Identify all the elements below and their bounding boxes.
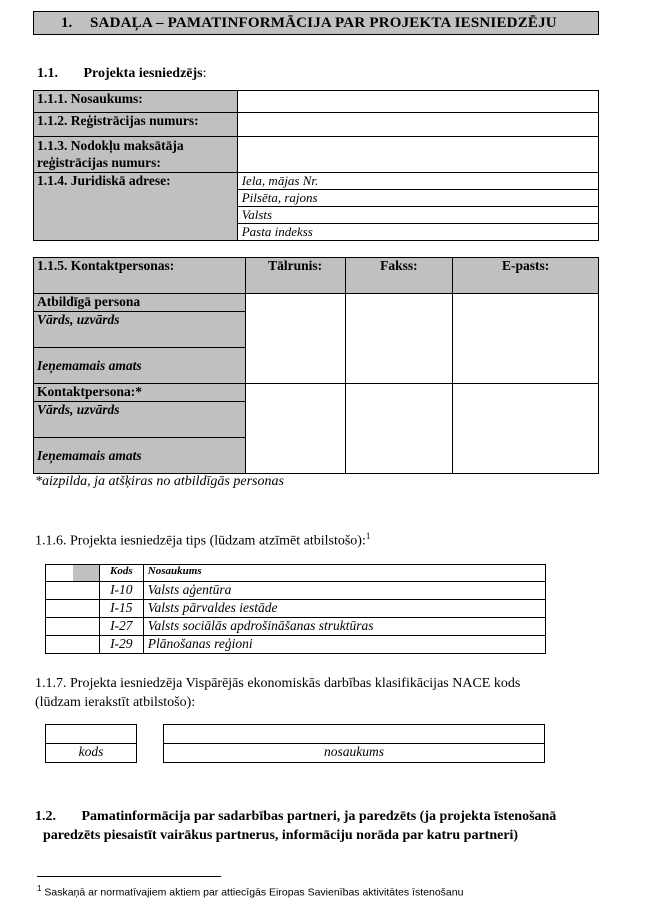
applicant-type-question [35, 531, 370, 550]
phone-column-header: Tālrunis: [245, 258, 345, 294]
name-column-header: Nosaukums [143, 565, 545, 582]
type-code: I-10 [99, 582, 143, 600]
responsible-email-input[interactable] [453, 294, 599, 384]
footnote [37, 884, 463, 899]
applicant-type-text: 1.1.6. Projekta iesniedzēja tips (lūdzam atzīmēt atbilstošo): [35, 533, 366, 549]
fax-column-header: Fakss: [345, 258, 453, 294]
type-header-shade [73, 565, 99, 582]
name-label: 1.1.1. Nosaukums: [34, 91, 238, 113]
reg-number-input[interactable] [237, 113, 598, 137]
address-street-field[interactable]: Iela, mājas Nr. [237, 173, 598, 190]
type-checkbox[interactable] [46, 618, 74, 636]
nace-code-box [45, 724, 137, 763]
partner-section-title [35, 807, 625, 845]
address-label: 1.1.4. Juridiskā adrese: [34, 173, 238, 241]
type-code: I-15 [99, 600, 143, 618]
type-name: Valsts aģentūra [143, 582, 545, 600]
contacts-table [33, 257, 599, 474]
contact-person-label: Kontaktpersona:* [34, 384, 246, 402]
code-column-header: Kods [99, 565, 143, 582]
address-country-field[interactable]: Valsts [237, 207, 598, 224]
type-name: Valsts pārvaldes iestāde [143, 600, 545, 618]
contact-name-field[interactable]: Vārds, uzvārds [34, 402, 246, 438]
applicant-table [33, 90, 599, 241]
subsection-title [37, 66, 207, 82]
footnote-divider [37, 876, 221, 877]
section-title: SADAĻA – PAMATINFORMĀCIJA PAR PROJEKTA IESNIEDZĒJU [90, 15, 557, 31]
subsection-colon: : [202, 66, 207, 81]
type-checkbox[interactable] [46, 636, 74, 654]
footnote-ref: 1 [365, 531, 371, 541]
nace-code-label: kods [46, 744, 137, 763]
subsection-number: 1.1. [37, 66, 58, 81]
subsection-label: Projekta iesniedzējs [83, 66, 203, 81]
contact-position-field[interactable]: Ieņemamais amats [34, 438, 246, 474]
responsible-phone-input[interactable] [245, 294, 345, 384]
footnote-text: Saskaņā ar normatīvajiem aktiem par attiecīgās Eiropas Savienības aktivitātes īstenošanu [44, 886, 464, 899]
applicant-type-table [45, 564, 546, 654]
type-checkbox-cell [73, 618, 99, 636]
tax-number-label [34, 137, 238, 173]
section-number: 1. [61, 15, 73, 31]
nace-question-line1: 1.1.7. Projekta iesniedzēja Vispārējās ekonomiskās darbības klasifikācijas NACE kods [35, 676, 521, 691]
tax-label-line2: reģistrācijas numurs: [37, 155, 161, 170]
partner-section-number: 1.2. [35, 809, 56, 824]
partner-section-line2: paredzēts piesaistīt vairākus partnerus, informāciju norāda par katru partneri) [43, 828, 519, 843]
section-header [33, 11, 599, 35]
footnote-mark: 1 [37, 884, 42, 893]
reg-number-label: 1.1.2. Reģistrācijas numurs: [34, 113, 238, 137]
partner-section-line1: Pamatinformācija par sadarbības partneri, ja paredzēts (ja projekta īstenošanā [81, 809, 557, 824]
nace-code-input[interactable] [46, 725, 137, 744]
email-column-header: E-pasts: [453, 258, 599, 294]
nace-question [35, 674, 520, 712]
responsible-person-label: Atbildīgā persona [34, 294, 246, 312]
type-name: Valsts sociālās apdrošināšanas struktūras [143, 618, 545, 636]
type-checkbox[interactable] [46, 582, 74, 600]
tax-label-line1: 1.1.3. Nodokļu maksātāja [37, 138, 184, 153]
nace-name-input[interactable] [164, 725, 545, 744]
type-code: I-29 [99, 636, 143, 654]
type-checkbox[interactable] [46, 600, 74, 618]
contact-phone-input[interactable] [245, 384, 345, 474]
responsible-name-field[interactable]: Vārds, uzvārds [34, 312, 246, 348]
nace-name-label: nosaukums [164, 744, 545, 763]
address-city-field[interactable]: Pilsēta, rajons [237, 190, 598, 207]
type-name: Plānošanas reģioni [143, 636, 545, 654]
name-input[interactable] [237, 91, 598, 113]
contact-email-input[interactable] [453, 384, 599, 474]
type-checkbox-cell [73, 600, 99, 618]
type-code: I-27 [99, 618, 143, 636]
type-header-blank [46, 565, 74, 582]
nace-question-line2: (lūdzam ierakstīt atbilstošo): [35, 695, 196, 710]
type-checkbox-cell [73, 582, 99, 600]
tax-number-input[interactable] [237, 137, 598, 173]
contact-fax-input[interactable] [345, 384, 453, 474]
nace-name-box [163, 724, 545, 763]
responsible-position-field[interactable]: Ieņemamais amats [34, 348, 246, 384]
contacts-note: *aizpilda, ja atšķiras no atbildīgās personas [35, 474, 284, 489]
contacts-header: 1.1.5. Kontaktpersonas: [34, 258, 246, 294]
responsible-fax-input[interactable] [345, 294, 453, 384]
type-checkbox-cell [73, 636, 99, 654]
address-postcode-field[interactable]: Pasta indekss [237, 224, 598, 241]
